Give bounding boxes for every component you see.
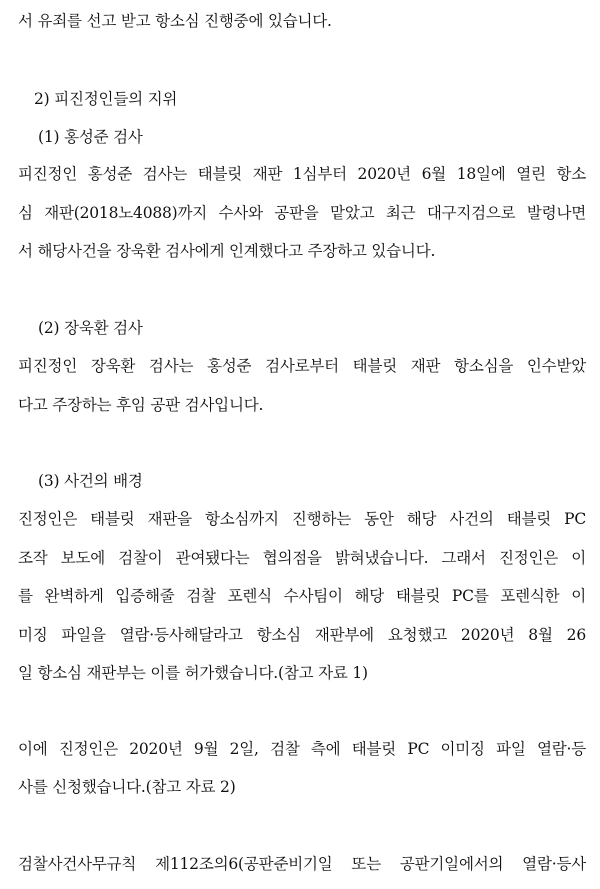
person1-line: 심 재판(2018노4088)까지 수사와 공판을 맡았고 최근 대구지검으로 발령나면 <box>18 204 586 222</box>
background-line: 조작 보도에 검찰이 관여됐다는 협의점을 밝혀냈습니다. 그래서 진정인은 이 <box>18 549 586 567</box>
background-line: 를 완벽하게 입증해줄 검찰 포렌식 수사팀이 해당 태블릿 PC를 포렌식한 이 <box>18 587 586 605</box>
regulation-line: 검찰사건사무규칙 제112조의6(공판준비기일 또는 공판기일에서의 열람·등사 <box>18 855 586 873</box>
intro-tail-text: 서 유죄를 선고 받고 항소심 진행중에 있습니다. <box>18 12 332 30</box>
person2-heading: (2) 장욱환 검사 <box>38 319 143 337</box>
background-line: 진정인은 태블릿 재판을 항소심까지 진행하는 동안 해당 사건의 태블릿 PC <box>18 510 586 528</box>
person1-line: 피진정인 홍성준 검사는 태블릿 재판 1심부터 2020년 6월 18일에 열린 항소 <box>18 165 586 183</box>
person2-line: 다고 주장하는 후임 공판 검사입니다. <box>18 396 264 414</box>
background-line: 미징 파일을 열람·등사해달라고 항소심 재판부에 요청했고 2020년 8월 26 <box>18 626 586 644</box>
person1-heading: (1) 홍성준 검사 <box>38 128 143 146</box>
person2-line: 피진정인 장욱환 검사는 홍성준 검사로부터 태블릿 재판 항소심을 인수받았 <box>18 357 586 375</box>
request-line: 사를 신청했습니다.(참고 자료 2) <box>18 778 236 796</box>
background-line: 일 항소심 재판부는 이를 허가했습니다.(참고 자료 1) <box>18 664 368 682</box>
person1-line: 서 해당사건을 장욱환 검사에게 인계했다고 주장하고 있습니다. <box>18 242 436 260</box>
section-heading-status: 2) 피진정인들의 지위 <box>34 90 178 108</box>
background-heading: (3) 사건의 배경 <box>38 472 143 490</box>
request-line: 이에 진정인은 2020년 9월 2일, 검찰 측에 태블릿 PC 이미징 파일 열람·등 <box>18 740 586 758</box>
